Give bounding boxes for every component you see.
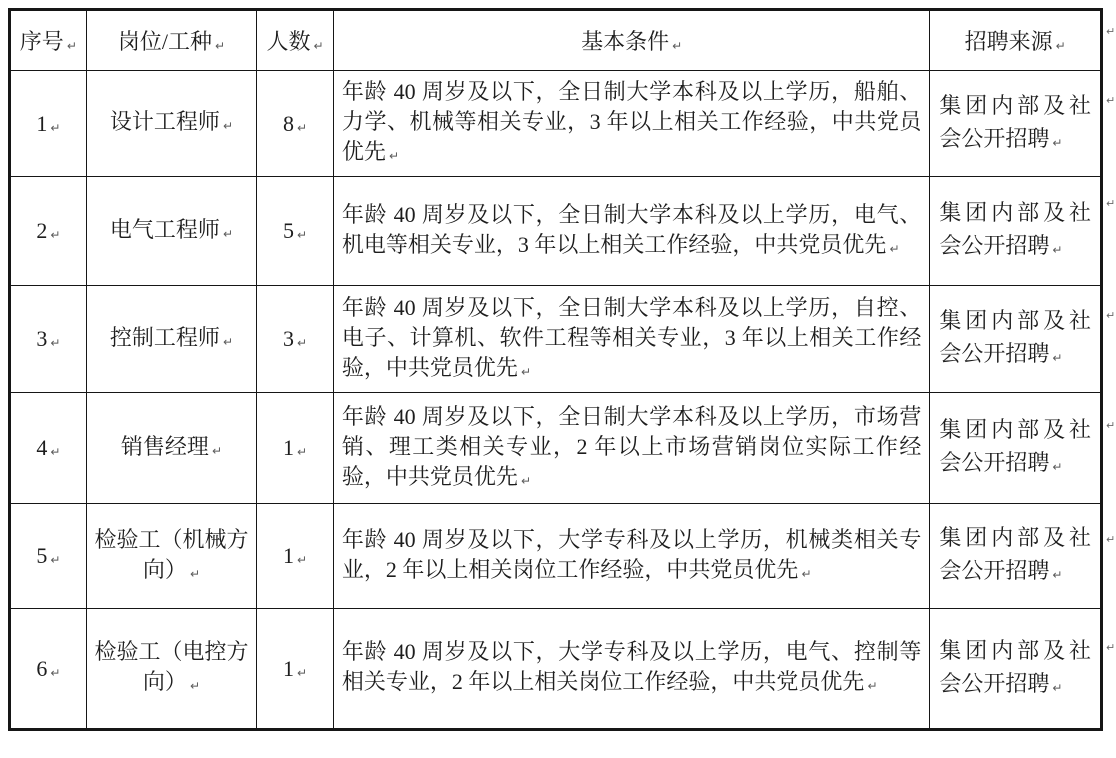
- paragraph-mark-icon: ↵: [297, 228, 308, 242]
- cell-serial: [10, 71, 87, 177]
- headcount: 1: [283, 435, 295, 460]
- row-end-mark-icon: ↵: [1106, 309, 1116, 322]
- table-row: [10, 177, 1102, 286]
- paragraph-mark-icon: ↵: [297, 445, 308, 459]
- cell-position: [86, 177, 257, 286]
- cell-count: [257, 177, 334, 286]
- row-end-mark-icon: ↵: [1106, 533, 1116, 546]
- cell-source: [930, 609, 1102, 730]
- cell-source: [930, 504, 1102, 609]
- paragraph-mark-icon: ↵: [189, 566, 200, 581]
- paragraph-mark-icon: ↵: [50, 665, 61, 680]
- paragraph-mark-icon: ↵: [297, 665, 308, 680]
- headcount: 5: [283, 218, 295, 243]
- cell-count: [257, 393, 334, 504]
- position-name: 检验工（机械方向）: [94, 526, 249, 582]
- headcount: 8: [283, 110, 295, 136]
- table-row: [10, 71, 1102, 177]
- source-text: 集团内部及社会公开招聘: [939, 637, 1091, 696]
- paragraph-mark-icon: ↵: [672, 39, 683, 53]
- position-name: 设计工程师: [109, 109, 220, 134]
- cell-conditions: [333, 504, 929, 609]
- table-row: [10, 609, 1102, 730]
- cell-count: [257, 71, 334, 177]
- headcount: 1: [283, 543, 295, 568]
- serial-number: 1: [36, 110, 48, 136]
- source-text: 集团内部及社会公开招聘: [939, 92, 1091, 151]
- conditions-text: 年龄 40 周岁及以下，全日制大学本科及以上学历，自控、电子、计算机、软件工程等相关专业，3 年以上相关工作经验，中共党员优先: [341, 294, 922, 380]
- cell-serial: [10, 504, 87, 609]
- paragraph-mark-icon: ↵: [189, 679, 200, 693]
- paragraph-mark-icon: ↵: [801, 566, 812, 581]
- serial-number: 5: [36, 543, 48, 568]
- paragraph-mark-icon: ↵: [297, 553, 308, 567]
- header-cell-serial: [10, 10, 87, 71]
- position-name: 销售经理: [120, 433, 209, 459]
- paragraph-mark-icon: ↵: [50, 336, 61, 350]
- cell-serial: [10, 177, 87, 286]
- cell-serial: [10, 609, 87, 730]
- paragraph-mark-icon: ↵: [214, 39, 226, 53]
- row-end-mark-icon: ↵: [1106, 25, 1116, 38]
- cell-conditions: [333, 393, 929, 504]
- paragraph-mark-icon: ↵: [222, 119, 233, 133]
- paragraph-mark-icon: ↵: [297, 336, 308, 350]
- source-text: 集团内部及社会公开招聘: [939, 308, 1091, 366]
- row-end-mark-icon: ↵: [1106, 94, 1116, 107]
- paragraph-mark-icon: ↵: [66, 39, 77, 53]
- conditions-text: 年龄 40 周岁及以下，全日制大学本科及以上学历，电气、机电等相关专业，3 年以上相关工作经验，中共党员优先: [341, 201, 922, 257]
- paragraph-mark-icon: ↵: [50, 120, 61, 135]
- cell-count: [257, 504, 334, 609]
- conditions-text: 年龄 40 周岁及以下，全日制大学本科及以上学历，市场营销、理工类相关专业，2 年以上市场营销岗位实际工作经验，中共党员优先: [341, 403, 922, 489]
- headcount: 3: [283, 326, 295, 351]
- paragraph-mark-icon: ↵: [211, 443, 222, 458]
- paragraph-mark-icon: ↵: [889, 241, 900, 256]
- cell-source: [930, 71, 1102, 177]
- source-text: 集团内部及社会公开招聘: [939, 417, 1091, 475]
- cell-position: [86, 393, 257, 504]
- recruitment-table: [8, 8, 1103, 731]
- cell-conditions: [333, 71, 929, 177]
- conditions-text: 年龄 40 周岁及以下，大学专科及以上学历，机械类相关专业，2 年以上相关岗位工作经验，中共党员优先: [341, 526, 922, 582]
- paragraph-mark-icon: ↵: [1052, 568, 1063, 582]
- paragraph-mark-icon: ↵: [50, 228, 61, 242]
- paragraph-mark-icon: ↵: [520, 364, 531, 379]
- position-name: 检验工（电控方向）: [94, 639, 249, 694]
- header-label: 岗位/工种: [117, 29, 212, 54]
- header-cell-source: [930, 10, 1102, 71]
- cell-serial: [10, 393, 87, 504]
- cell-source: [930, 286, 1102, 393]
- cell-serial: [10, 286, 87, 393]
- position-name: 电气工程师: [109, 216, 220, 242]
- paragraph-mark-icon: ↵: [222, 334, 233, 349]
- cell-conditions: [333, 177, 929, 286]
- cell-source: [930, 393, 1102, 504]
- paragraph-mark-icon: ↵: [222, 226, 233, 241]
- source-text: 集团内部及社会公开招聘: [939, 525, 1091, 583]
- paragraph-mark-icon: ↵: [313, 39, 324, 53]
- cell-position: [86, 609, 257, 730]
- conditions-text: 年龄 40 周岁及以下，大学专科及以上学历，电气、控制等相关专业，2 年以上相关岗位工作经验，中共党员优先: [341, 639, 922, 694]
- serial-number: 4: [36, 435, 48, 460]
- header-row: [10, 10, 1102, 71]
- cell-count: [257, 286, 334, 393]
- paragraph-mark-icon: ↵: [520, 473, 531, 488]
- table-row: [10, 286, 1102, 393]
- paragraph-mark-icon: ↵: [867, 679, 878, 693]
- row-end-mark-icon: ↵: [1106, 641, 1116, 654]
- header-cell-count: [257, 10, 334, 71]
- paragraph-mark-icon: ↵: [297, 120, 308, 135]
- cell-conditions: [333, 609, 929, 730]
- header-label: 基本条件: [581, 29, 670, 54]
- paragraph-mark-icon: ↵: [388, 149, 399, 163]
- paragraph-mark-icon: ↵: [50, 445, 61, 459]
- serial-number: 3: [36, 326, 48, 351]
- paragraph-mark-icon: ↵: [1052, 135, 1063, 150]
- paragraph-mark-icon: ↵: [50, 553, 61, 567]
- conditions-text: 年龄 40 周岁及以下，全日制大学本科及以上学历，船舶、力学、机械等相关专业，3 年以上相关工作经验，中共党员优先: [341, 79, 922, 164]
- cell-position: [86, 286, 257, 393]
- position-name: 控制工程师: [109, 324, 220, 350]
- paragraph-mark-icon: ↵: [1052, 243, 1063, 257]
- cell-position: [86, 71, 257, 177]
- table-row: [10, 504, 1102, 609]
- table-row: [10, 393, 1102, 504]
- header-label: 序号: [19, 29, 64, 54]
- row-end-mark-icon: ↵: [1106, 419, 1116, 432]
- row-end-mark-icon: ↵: [1106, 197, 1116, 210]
- cell-conditions: [333, 286, 929, 393]
- paragraph-mark-icon: ↵: [1052, 680, 1063, 695]
- cell-count: [257, 609, 334, 730]
- cell-source: [930, 177, 1102, 286]
- source-text: 集团内部及社会公开招聘: [939, 200, 1091, 258]
- header-cell-conditions: [333, 10, 929, 71]
- header-cell-position: [86, 10, 257, 71]
- paragraph-mark-icon: ↵: [1052, 351, 1063, 365]
- serial-number: 6: [36, 655, 48, 681]
- cell-position: [86, 504, 257, 609]
- paragraph-mark-icon: ↵: [1052, 460, 1063, 474]
- paragraph-mark-icon: ↵: [1055, 39, 1066, 53]
- header-label: 招聘来源: [964, 29, 1053, 54]
- serial-number: 2: [36, 218, 48, 243]
- header-label: 人数: [266, 29, 311, 54]
- headcount: 1: [283, 655, 295, 681]
